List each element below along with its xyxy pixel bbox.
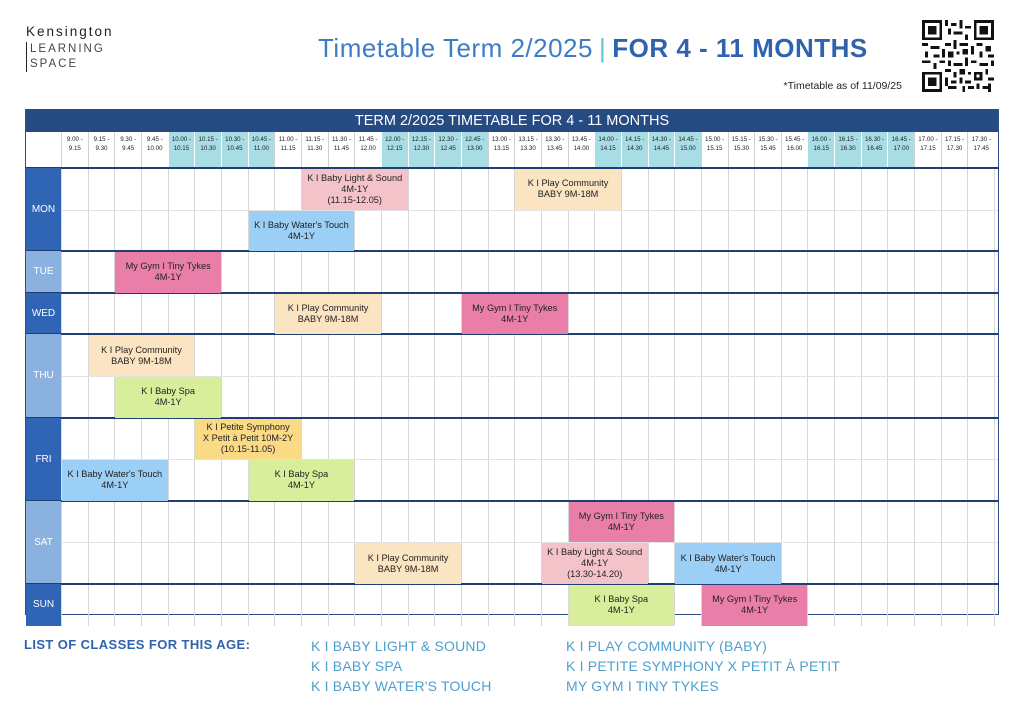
grid-line [648, 168, 649, 626]
class-block: K I Play Community BABY 9M-18M [515, 169, 621, 210]
day-separator [26, 583, 998, 585]
legend-item: K I BABY WATER'S TOUCH [311, 678, 492, 694]
grid-line [514, 168, 515, 626]
legend-item: K I PLAY COMMUNITY (BABY) [566, 638, 768, 654]
brand-line-1: Kensington [26, 24, 114, 39]
brand-subline [26, 42, 114, 72]
time-slot-header: 14.30 - 14.45 [648, 132, 675, 168]
time-slot-header: 9.00 - 9.15 [61, 132, 88, 168]
brand-line-2: LEARNING [30, 43, 105, 55]
class-block: K I Baby Spa 4M-1Y [115, 377, 221, 418]
day-separator [26, 500, 998, 502]
time-slot-header: 16.15 - 16.30 [834, 132, 861, 168]
time-slot-header: 17.30 - 17.45 [967, 132, 994, 168]
time-slot-header: 17.15 - 17.30 [941, 132, 968, 168]
class-block: K I Petite Symphony X Petit à Petit 10M-2Y (10.15-11.05) [195, 419, 301, 460]
day-label-sat: SAT [26, 501, 61, 584]
time-slot-header: 16.00 - 16.15 [807, 132, 834, 168]
grid-line [914, 168, 915, 626]
grid-line [807, 168, 808, 626]
legend-heading: LIST OF CLASSES FOR THIS AGE: [24, 637, 251, 652]
brand-logo [26, 24, 114, 72]
time-slot-header: 9.30 - 9.45 [114, 132, 141, 168]
day-label-wed: WED [26, 293, 61, 335]
class-block: K I Baby Water's Touch 4M-1Y [675, 543, 781, 584]
time-slot-header: 10.00 - 10.15 [168, 132, 195, 168]
legend-item: MY GYM I TINY TYKES [566, 678, 719, 694]
class-block: My Gym I Tiny Tykes 4M-1Y [702, 585, 808, 626]
legend-column-1 [311, 636, 492, 696]
qr-code-icon [922, 20, 994, 92]
class-block: K I Play Community BABY 9M-18M [355, 543, 461, 584]
grid-line [861, 168, 862, 626]
day-label-sun: SUN [26, 584, 61, 626]
time-slot-header: 11.00 - 11.15 [274, 132, 301, 168]
grid-line [488, 168, 489, 626]
grid-line [61, 210, 998, 211]
time-slot-header: 12.00 - 12.15 [381, 132, 408, 168]
grid-line [994, 168, 995, 626]
time-slot-header: 13.30 - 13.45 [541, 132, 568, 168]
title-term: Timetable Term 2/2025 [318, 33, 593, 63]
time-slot-header: 10.45 - 11.00 [248, 132, 275, 168]
grid-line [61, 459, 998, 460]
class-block: K I Baby Water's Touch 4M-1Y [62, 460, 168, 501]
time-slot-header: 9.45 - 10.00 [141, 132, 168, 168]
legend-item: K I BABY SPA [311, 658, 403, 674]
day-label-tue: TUE [26, 251, 61, 293]
class-block: My Gym I Tiny Tykes 4M-1Y [569, 502, 675, 543]
time-slot-header: 12.15 - 12.30 [408, 132, 435, 168]
day-label-mon: MON [26, 168, 61, 251]
time-slot-header: 13.00 - 13.15 [488, 132, 515, 168]
legend-column-2 [566, 636, 840, 696]
grid-line [221, 168, 222, 626]
time-slot-header: 11.45 - 12.00 [354, 132, 381, 168]
time-slot-header: 11.30 - 11.45 [328, 132, 355, 168]
legend-item: K I PETITE SYMPHONY X PETIT À PETIT [566, 658, 841, 674]
day-label-thu: THU [26, 334, 61, 417]
time-slot-header: 17.00 - 17.15 [914, 132, 941, 168]
time-slot-header: 11.15 - 11.30 [301, 132, 328, 168]
grid-line [967, 168, 968, 626]
day-label-fri: FRI [26, 418, 61, 501]
time-slot-header: 15.30 - 15.45 [754, 132, 781, 168]
time-slot-header: 13.45 - 14.00 [568, 132, 595, 168]
class-block: K I Baby Spa 4M-1Y [249, 460, 355, 501]
time-slot-header: 12.45 - 13.00 [461, 132, 488, 168]
as-of-note: *Timetable as of 11/09/25 [783, 80, 902, 92]
legend-item: K I BABY LIGHT & SOUND [311, 638, 487, 654]
grid-line [88, 168, 89, 626]
day-separator [26, 167, 998, 169]
class-block: K I Play Community BABY 9M-18M [275, 294, 381, 335]
grid-line [61, 168, 62, 626]
title-separator: | [598, 33, 607, 63]
brand-line-3: SPACE [30, 58, 79, 70]
time-slot-header: 15.45 - 16.00 [781, 132, 808, 168]
time-slot-header: 16.30 - 16.45 [861, 132, 888, 168]
time-slot-header: 16.45 - 17.00 [887, 132, 914, 168]
time-slot-header: 10.30 - 10.45 [221, 132, 248, 168]
timetable-banner: TERM 2/2025 TIMETABLE FOR 4 - 11 MONTHS [26, 110, 998, 132]
time-slot-header: 15.15 - 15.30 [728, 132, 755, 168]
time-slot-header: 14.00 - 14.15 [594, 132, 621, 168]
time-slot-header: 9.15 - 9.30 [88, 132, 115, 168]
time-slot-header: 14.15 - 14.30 [621, 132, 648, 168]
time-slot-header: 12.30 - 12.45 [434, 132, 461, 168]
class-block: K I Baby Light & Sound 4M-1Y (11.15-12.05) [302, 169, 408, 210]
grid-line [781, 168, 782, 626]
class-block: K I Baby Light & Sound 4M-1Y (13.30-14.20) [542, 543, 648, 584]
header-corner [26, 132, 61, 168]
grid-line [461, 168, 462, 626]
class-block: My Gym I Tiny Tykes 4M-1Y [115, 252, 221, 293]
timetable-grid [25, 109, 999, 615]
grid-line [61, 542, 998, 543]
time-slot-header: 15.00 - 15.15 [701, 132, 728, 168]
class-block: K I Baby Spa 4M-1Y [569, 585, 675, 626]
title-age-group: FOR 4 - 11 MONTHS [612, 33, 868, 63]
class-block: K I Play Community BABY 9M-18M [89, 335, 195, 376]
grid-line [941, 168, 942, 626]
class-block: K I Baby Water's Touch 4M-1Y [249, 211, 355, 252]
time-slot-header: 14.45 - 15.00 [674, 132, 701, 168]
time-slot-header: 13.15 - 13.30 [514, 132, 541, 168]
page-title [318, 33, 868, 64]
grid-line [834, 168, 835, 626]
grid-line [887, 168, 888, 626]
time-slot-header: 10.15 - 10.30 [194, 132, 221, 168]
class-block: My Gym I Tiny Tykes 4M-1Y [462, 294, 568, 335]
